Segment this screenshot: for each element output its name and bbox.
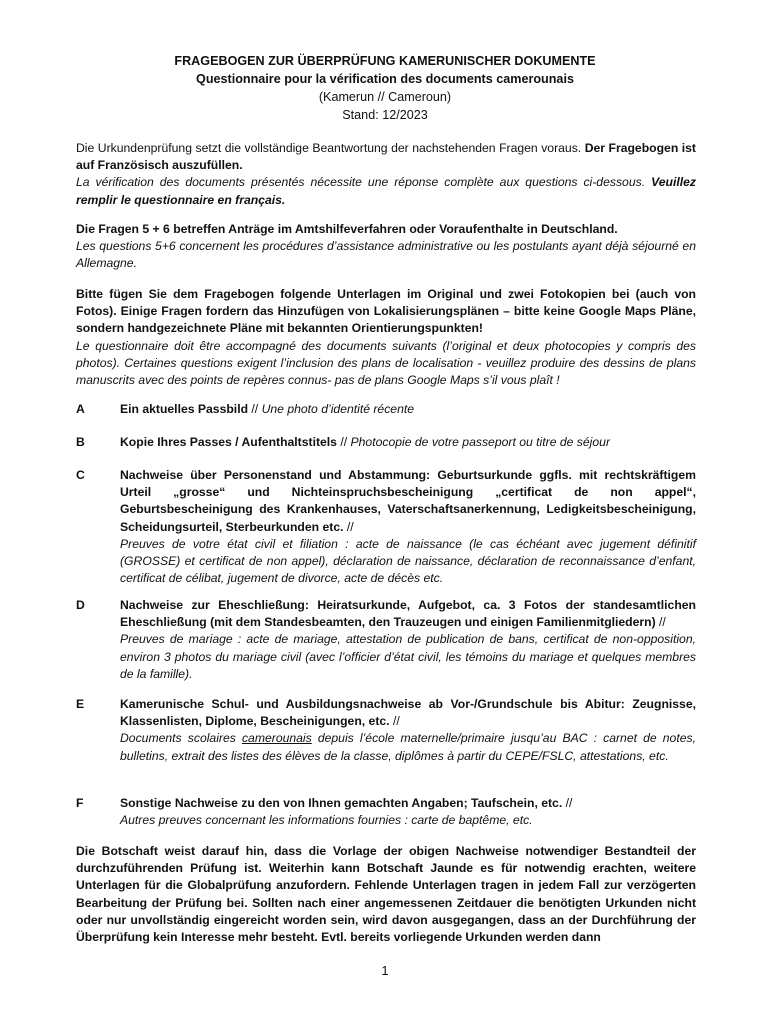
page-number: 1 (381, 963, 389, 978)
title-french: Questionnaire pour la vérification des documents camerounais (196, 72, 574, 86)
item-letter: A (76, 402, 85, 416)
intro-french: La vérification des documents présentés nécessite une réponse complète aux questions ci-dessous. Veuillez remplir le questionnaire en français. (76, 175, 697, 207)
country-line: (Kamerun // Cameroun) (318, 90, 452, 104)
item-letter: B (76, 435, 85, 449)
version-date: Stand: 12/2023 (342, 108, 428, 122)
questions-note-german: Die Fragen 5 + 6 betreffen Anträge im Amtshilfeverfahren oder Voraufenthalte in Deutschland. (76, 222, 618, 236)
intro-german: Die Urkundenprüfung setzt die vollständige Beantwortung der nachstehenden Fragen voraus. Der Fragebogen ist auf Französisch auszufüllen. (76, 141, 696, 173)
item-body: Sonstige Nachweise zu den von Ihnen gemachten Angaben; Taufschein, etc. // Autres preuves concernant les informations fournies : carte de baptême, etc. (120, 796, 573, 828)
document-header (0, 52, 770, 124)
attachments-note-french: Le questionnaire doit être accompagné des documents suivants (l’original et deux photocopies y compris des photos). Certaines questions exigent l’inclusion des plans de localisation - veuillez produire des dessins de plans manuscrits avec des points de repères connus- pas de plans Google Maps s’il vous plaît ! (76, 338, 696, 388)
attachments-note-german: Bitte fügen Sie dem Fragebogen folgende Unterlagen im Original und zwei Fotokopien bei (auch von Fotos). Einige Fragen fordern das Hinzufügen von Lokalisierungsplänen – bitte keine Google Maps Pläne, sondern handgezeichnete Pläne mit bekannten Orientierungspunkten! (76, 287, 696, 336)
questions-note (76, 221, 696, 273)
item-body: Kopie Ihres Passes / Aufenthaltstitels // Photocopie de votre passeport ou titre de séjour (120, 435, 610, 449)
item-letter: F (76, 796, 84, 810)
title-german: FRAGEBOGEN ZUR ÜBERPRÜFUNG KAMERUNISCHER DOKUMENTE (174, 54, 596, 68)
closing-paragraph: Die Botschaft weist darauf hin, dass die Vorlage der obigen Nachweise notwendiger Bestandteil der durchzuführenden Prüfung ist. Weiterhin kann Botschaft Jaunde es für notwendig erachten, weitere Unterlagen für die Globalprüfung anzufordern. Fehlende Unterlagen tragen in jedem Fall zur verzögerten Bearbeitung der Prüfung bei. Sollten nach einer angemessenen Zeitdauer die benötigten Urkunden nicht oder nur unvollständig eingereicht worden sein, wird davon ausgegangen, dass an der Durchführung der Überprüfung kein Interesse mehr besteht. Evtl. bereits vorliegende Urkunden werden dann (76, 844, 696, 945)
item-letter: D (76, 598, 85, 612)
item-body: Nachweise zur Eheschließung: Heiratsurkunde, Aufgebot, ca. 3 Fotos der standesamtlichen Eheschließung (mit dem Standesbeamten, den Trauzeugen und einigen Familienmitgliedern) // Preuves de mariage : acte de mariage, attestation de publication de bans, certificat de non-opposition, environ 3 photos du mariage civil (avec l’officier d’état civil, les témoins du mariage et quelques membres de la famille). (120, 598, 696, 681)
questions-note-french: Les questions 5+6 concernent les procédures d’assistance administrative ou les postulants ayant déjà séjourné en Allemagne. (76, 239, 696, 271)
item-letter: E (76, 697, 85, 711)
intro-paragraph (76, 140, 696, 209)
attachments-note (76, 286, 696, 389)
item-letter: C (76, 468, 85, 482)
item-body: Ein aktuelles Passbild // Une photo d’identité récente (120, 402, 415, 416)
item-body: Nachweise über Personenstand und Abstammung: Geburtsurkunde ggfls. mit rechtskräftigem Urteil „grosse“ und Nichteinspruchsbescheinigung „certificat de non appel“, Geburtsbescheinigung des Krankenhauses, Vaterschaftsanerkennung, Ledigkeitsbescheinigung, Scheidungsurteil, Sterbeurkunden etc. // Preuves de votre état civil et filiation : acte de naissance (le cas échéant avec jugement définitif (GROSSE) et certificat de non appel), déclaration de naissance, déclaration de reconnaissance d’enfant, certificat de célibat, jugement de divorce, acte de décès etc. (120, 468, 696, 586)
item-body: Kamerunische Schul- und Ausbildungsnachweise ab Vor-/Grundschule bis Abitur: Zeugnisse, Klassenlisten, Diplome, Bescheinigungen, etc. // Documents scolaires camerounais depuis l’école maternelle/primaire jusqu’au BAC : carnet de notes, bulletins, extrait des listes des élèves de la classe, diplômes à partir du CEPE/FSLC, attestations, etc. (120, 697, 696, 763)
